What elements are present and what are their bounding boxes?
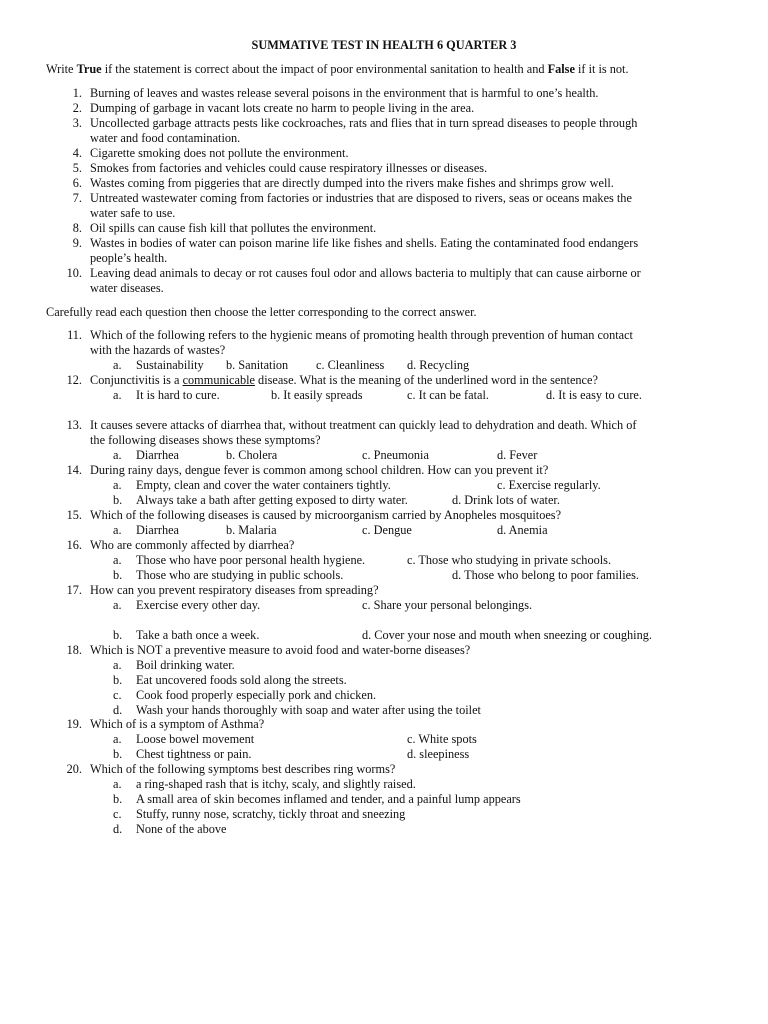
choice-text: Boil drinking water. (136, 658, 235, 672)
item-text: Wastes in bodies of water can poison marine life like fishes and shells. Eating the contaminated food endangers (90, 236, 639, 250)
choice-d: d. Those who belong to poor families. (452, 568, 639, 582)
choice-text: Stuffy, runny nose, scratchy, tickly throat and sneezing (136, 807, 406, 821)
question-text-part: Conjunctivitis is a (90, 373, 183, 387)
question-number: 14. (66, 463, 82, 477)
choice-a: Diarrhea (136, 523, 180, 537)
choice-c: c. Those who studying in private schools. (407, 553, 612, 567)
question-text: Who are commonly affected by diarrhea? (90, 538, 295, 552)
instruction-text: if the statement is correct about the impact of poor environmental sanitation to health and (101, 62, 548, 76)
instruction-text: if it is not. (574, 62, 629, 76)
choice-a: Loose bowel movement (136, 732, 255, 746)
item-number: 2. (72, 101, 82, 115)
choice-letter: a. (113, 553, 122, 567)
question-number: 17. (66, 583, 82, 597)
page-title: SUMMATIVE TEST IN HEALTH 6 QUARTER 3 (251, 38, 517, 52)
choice-letter: d. (113, 822, 123, 836)
underlined-word: communicable (182, 373, 255, 387)
item-number: 9. (72, 236, 82, 250)
item-text: water and food contamination. (90, 131, 241, 145)
choice-letter: b. (113, 493, 123, 507)
question-text-part: disease. What is the meaning of the underlined word in the sentence? (254, 373, 598, 387)
choice-letter: b. (113, 673, 123, 687)
item-text: Burning of leaves and wastes release several poisons in the environment that is harmful to one’s health. (90, 86, 599, 100)
item-text: water safe to use. (90, 206, 176, 220)
choice-b: b. Sanitation (226, 358, 289, 372)
choice-letter: a. (113, 598, 122, 612)
item-number: 5. (72, 161, 82, 175)
choice-d: d. It is easy to cure. (546, 388, 642, 402)
choice-letter: b. (113, 792, 123, 806)
item-text: people’s health. (90, 251, 168, 265)
question-number: 12. (66, 373, 82, 387)
question-text: It causes severe attacks of diarrhea that, without treatment can quickly lead to dehydration and death. Which of (90, 418, 637, 432)
part2-instruction: Carefully read each question then choose the letter corresponding to the correct answer. (46, 305, 477, 319)
item-text: water diseases. (90, 281, 164, 295)
question-number: 16. (66, 538, 82, 552)
instruction-text: Write (46, 62, 77, 76)
item-text: Cigarette smoking does not pollute the environment. (90, 146, 349, 160)
choice-d: d. Cover your nose and mouth when sneezing or coughing. (362, 628, 652, 642)
question-number: 11. (67, 328, 82, 342)
question-number: 13. (66, 418, 82, 432)
choice-letter: a. (113, 658, 122, 672)
choice-a: Empty, clean and cover the water containers tightly. (136, 478, 391, 492)
choice-d: d. Drink lots of water. (452, 493, 560, 507)
choice-text: Eat uncovered foods sold along the streets. (136, 673, 347, 687)
instruction-true-word: True (76, 62, 102, 76)
question-number: 15. (66, 508, 82, 522)
question-number: 20. (66, 762, 82, 776)
choice-d: d. Anemia (497, 523, 548, 537)
choice-letter: a. (113, 777, 122, 791)
item-text: Leaving dead animals to decay or rot causes foul odor and allows bacteria to multiply that can cause airborne or (90, 266, 641, 280)
question-text: Which of the following diseases is caused by microorganism carried by Anopheles mosquitoes? (90, 508, 562, 522)
question-number: 19. (66, 717, 82, 731)
item-text: Smokes from factories and vehicles could cause respiratory illnesses or diseases. (90, 161, 488, 175)
item-text: Uncollected garbage attracts pests like cockroaches, rats and flies that in turn spread diseases to people through (90, 116, 638, 130)
item-number: 8. (72, 221, 82, 235)
choice-b: b. It easily spreads (271, 388, 363, 402)
choice-a: Diarrhea (136, 448, 180, 462)
choice-d: d. sleepiness (407, 747, 470, 761)
choice-letter: c. (113, 807, 122, 821)
choice-letter: a. (113, 478, 122, 492)
choice-text: A small area of skin becomes inflamed and tender, and a painful lump appears (136, 792, 521, 806)
question-text (90, 373, 598, 388)
item-number: 1. (72, 86, 82, 100)
choice-c: c. Exercise regularly. (497, 478, 601, 492)
question-text: Which of is a symptom of Asthma? (90, 717, 265, 731)
choice-a: Those who have poor personal health hygiene. (136, 553, 366, 567)
instruction-false-word: False (547, 62, 575, 76)
question-text: Which of the following symptoms best describes ring worms? (90, 762, 396, 776)
item-number: 7. (72, 191, 82, 205)
choice-c: c. Cleanliness (316, 358, 385, 372)
choice-b: Those who are studying in public schools. (136, 568, 344, 582)
choice-letter: b. (113, 568, 123, 582)
part1-instruction (46, 62, 629, 77)
question-text: Which of the following refers to the hygienic means of promoting health through prevention of human contact (90, 328, 633, 342)
choice-c: c. It can be fatal. (407, 388, 489, 402)
choice-letter: a. (113, 732, 122, 746)
question-number: 18. (66, 643, 82, 657)
item-number: 4. (72, 146, 82, 160)
choice-text: a ring-shaped rash that is itchy, scaly, and slightly raised. (136, 777, 416, 791)
choice-letter: a. (113, 388, 122, 402)
choice-c: c. Share your personal belongings. (362, 598, 533, 612)
choice-b: b. Malaria (226, 523, 277, 537)
choice-a: It is hard to cure. (136, 388, 220, 402)
choice-a: Exercise every other day. (136, 598, 261, 612)
choice-letter: a. (113, 358, 122, 372)
choice-b: b. Cholera (226, 448, 278, 462)
item-text: Dumping of garbage in vacant lots create no harm to people living in the area. (90, 101, 475, 115)
choice-c: c. Dengue (362, 523, 412, 537)
choice-a: Sustainability (136, 358, 204, 372)
choice-c: c. White spots (407, 732, 477, 746)
choice-c: c. Pneumonia (362, 448, 429, 462)
choice-b: Take a bath once a week. (136, 628, 260, 642)
choice-text: Cook food properly especially pork and chicken. (136, 688, 377, 702)
choice-b: Always take a bath after getting exposed to dirty water. (136, 493, 408, 507)
choice-d: d. Recycling (407, 358, 470, 372)
choice-letter: c. (113, 688, 122, 702)
choice-letter: b. (113, 747, 123, 761)
choice-d: d. Fever (497, 448, 538, 462)
question-text: with the hazards of wastes? (90, 343, 226, 357)
choice-letter: d. (113, 703, 123, 717)
choice-b: Chest tightness or pain. (136, 747, 252, 761)
question-text: During rainy days, dengue fever is common among school children. How can you prevent it? (90, 463, 549, 477)
choice-letter: a. (113, 448, 122, 462)
question-text: Which is NOT a preventive measure to avoid food and water-borne diseases? (90, 643, 471, 657)
choice-letter: b. (113, 628, 123, 642)
item-text: Untreated wastewater coming from factories or industries that are disposed to rivers, seas or oceans makes the (90, 191, 632, 205)
choice-text: Wash your hands thoroughly with soap and water after using the toilet (136, 703, 481, 717)
item-text: Oil spills can cause fish kill that pollutes the environment. (90, 221, 377, 235)
choice-text: None of the above (136, 822, 227, 836)
item-number: 10. (66, 266, 82, 280)
item-text: Wastes coming from piggeries that are directly dumped into the rivers make fishes and shrimps grow well. (90, 176, 614, 190)
choice-letter: a. (113, 523, 122, 537)
item-number: 6. (72, 176, 82, 190)
question-text: How can you prevent respiratory diseases from spreading? (90, 583, 379, 597)
item-number: 3. (72, 116, 82, 130)
question-text: the following diseases shows these symptoms? (90, 433, 321, 447)
